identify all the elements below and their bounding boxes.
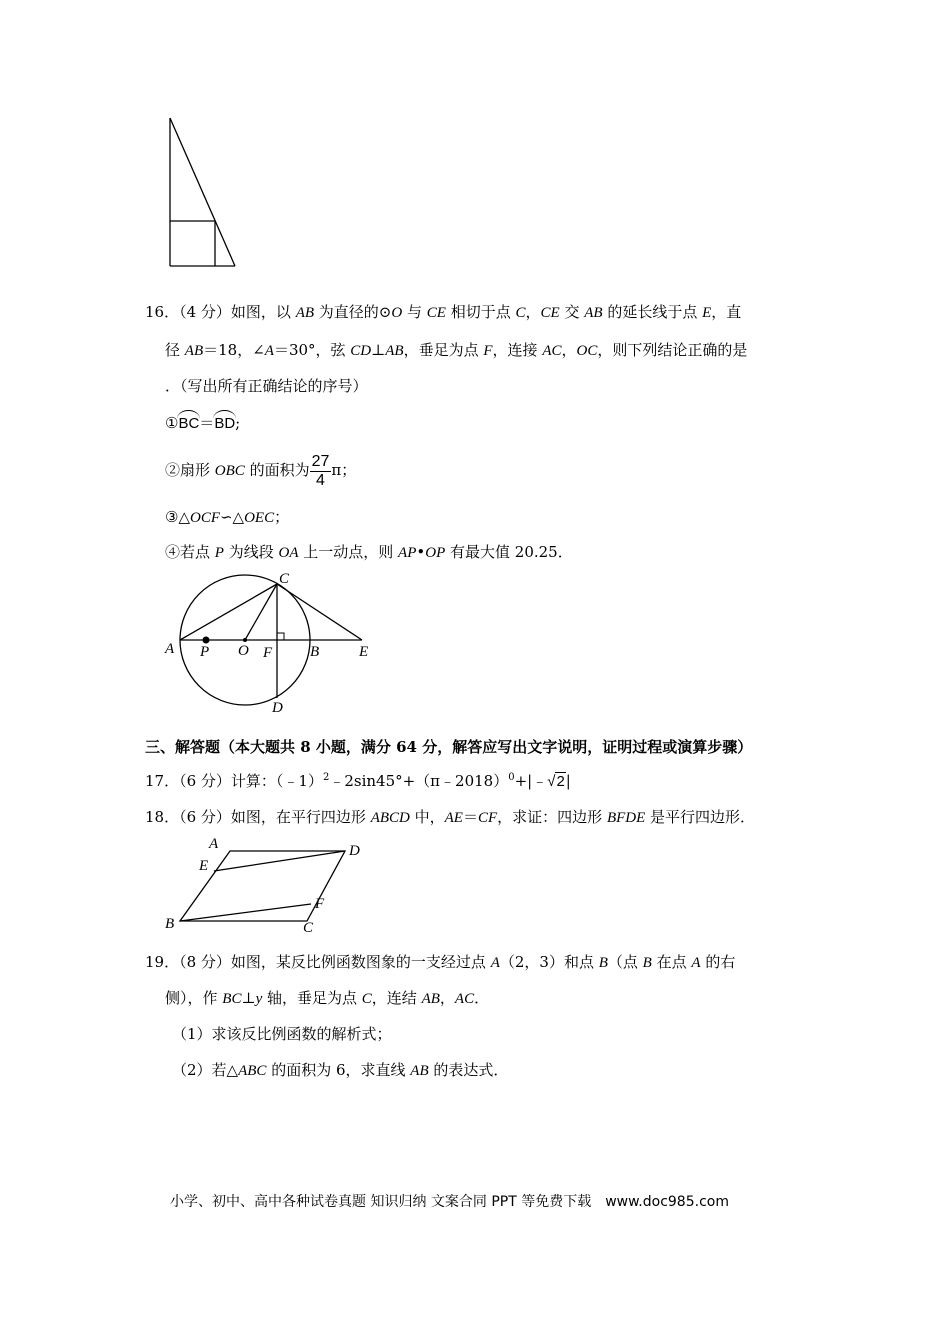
text-run: AP	[398, 545, 417, 561]
q16-option-2: ②扇形 OBC 的面积为 $\frac{27}{4}$ π；	[165, 452, 357, 489]
fig16-label-e: E	[359, 644, 369, 660]
text-run: AC	[542, 343, 562, 359]
text-run: ，直	[711, 303, 742, 321]
text-run: OA	[278, 545, 299, 561]
text-run: 为线段	[223, 543, 279, 561]
text-run: A	[691, 955, 701, 971]
text-run: E	[702, 305, 712, 321]
text-run: 如图，以	[230, 303, 296, 321]
text-run: OP	[425, 545, 446, 561]
text-run: B	[598, 955, 608, 971]
text-run: O	[391, 305, 403, 321]
text-run: 上一动点，则	[298, 543, 399, 561]
text-run: AB	[385, 343, 404, 359]
q19-line2	[165, 988, 489, 1009]
text-run: 有最大值 20.25．	[445, 543, 573, 561]
fig16-label-d: D	[272, 700, 283, 716]
text-run: y	[255, 991, 263, 1007]
text-run: AC	[454, 991, 475, 1007]
text-run: AE	[444, 810, 463, 826]
text-run: 的右	[700, 953, 736, 971]
text-run: A	[490, 955, 500, 971]
fig16-label-p: P	[200, 644, 210, 660]
text-run: OEC	[244, 510, 275, 526]
text-run: CE	[540, 305, 560, 321]
text-run: 中，	[409, 808, 445, 826]
fraction-27-4: $\frac{27}{4}$	[311, 452, 330, 489]
text-run: A	[264, 343, 274, 359]
text-run: ＝18，∠	[203, 341, 265, 359]
text-run: AB	[410, 1063, 429, 1079]
q19-sub2	[172, 1060, 508, 1081]
footer-text: 小学、初中、高中各种试卷真题 知识归纳 文案合同 PPT 等免费下载 www.doc985.com	[170, 1194, 729, 1210]
text-run: 为直径的⊙	[314, 303, 392, 321]
text-run: ＝30°，弦	[273, 341, 351, 359]
sqrt-2: √2	[547, 773, 565, 790]
text-run: CE	[426, 305, 446, 321]
text-run: ，	[525, 303, 541, 321]
text-run: 如图，某反比例函数图象的一支经过点	[230, 953, 491, 971]
text-run: 是平行四边形．	[645, 808, 756, 826]
text-run: ．	[474, 989, 490, 1007]
q16-line1: 16．（4 分）如图，以 AB 为直径的⊙O 与 CE 相切于点 C，CE 交 AB 的延长线于点 E，直	[145, 303, 742, 321]
text-run: 径	[165, 341, 185, 359]
text-run: CD	[350, 343, 372, 359]
text-run: ⊥	[371, 341, 386, 359]
text-run: F	[483, 343, 493, 359]
fig18-label-c: C	[303, 920, 314, 936]
text-run: ③△	[165, 508, 190, 526]
text-run: 如图，在平行四边形	[230, 808, 371, 826]
text-run: 的面积为 6，求直线	[266, 1061, 411, 1079]
arc-bd: BD	[214, 414, 235, 434]
text-run: •	[416, 543, 426, 561]
text-run: C	[361, 991, 372, 1007]
text-run: ，垂足为点	[403, 341, 484, 359]
text-run: 与	[402, 303, 427, 321]
q18-line: 18．（6 分）如图，在平行四边形 ABCD 中，AE＝CF，求证：四边形 BFDE 是平行四边形．	[145, 808, 756, 826]
text-run: ABC	[238, 1063, 267, 1079]
text-run: ，	[439, 989, 455, 1007]
text-run: 在点	[651, 953, 692, 971]
q19-line1: 19．（8 分）如图，某反比例函数图象的一支经过点 A（2，3）和点 B（点 B 在点 A 的右	[145, 953, 736, 971]
q19-sub1: （1）求该反比例函数的解析式；	[172, 1025, 392, 1043]
text-run: P	[214, 545, 224, 561]
fig18-label-a: A	[209, 836, 219, 852]
text-run: AB	[184, 343, 204, 359]
text-run: （点	[607, 953, 643, 971]
fig16-label-c: C	[279, 571, 290, 587]
fig18-label-f: F	[315, 896, 325, 912]
text-run: ，连结	[371, 989, 422, 1007]
text-run: ABCD	[370, 810, 410, 826]
text-run: 相切于点	[445, 303, 516, 321]
text-run: 轴，垂足为点	[262, 989, 362, 1007]
arc-bc: BC	[178, 414, 199, 434]
text-run: ＝	[462, 808, 478, 826]
text-run: AB	[295, 305, 315, 321]
text-run: ；	[274, 508, 290, 526]
q16-line3: ．（写出所有正确结论的序号）	[165, 377, 368, 395]
section-3-heading: 三、解答题（本大题共 8 小题，满分 64 分，解答应写出文字说明，证明过程或演算步骤）	[145, 738, 753, 756]
text-run: （2）若△	[172, 1061, 239, 1079]
text-run: BC	[222, 991, 242, 1007]
text-run: 的表达式．	[428, 1061, 509, 1079]
text-run: 的延长线于点	[602, 303, 703, 321]
text-run: B	[642, 955, 652, 971]
text-run: AB	[584, 305, 603, 321]
text-run: BFDE	[606, 810, 646, 826]
fig18-label-b: B	[165, 916, 175, 932]
text-run: AB	[421, 991, 440, 1007]
fig16-label-f: F	[263, 645, 273, 661]
text-run: OCF	[189, 510, 220, 526]
text-run: ，求证：四边形	[497, 808, 607, 826]
text-run: C	[515, 305, 526, 321]
text-run: CF	[477, 810, 498, 826]
fig16-label-a: A	[165, 641, 175, 657]
q16-option-1: ① BC＝ BD;	[165, 413, 240, 434]
text-run: ，连接	[492, 341, 543, 359]
fig18-label-d: D	[349, 843, 360, 859]
q17-line: 17．（6 分）计算：（﹣1）$^2$﹣2sin45°+（π﹣2018）$^0$+|﹣√2|	[145, 772, 571, 790]
text-run: ④若点	[165, 543, 215, 561]
text-run: OC	[576, 343, 598, 359]
text-run: 交	[559, 303, 585, 321]
text-run: ∽△	[219, 508, 245, 526]
text-run: ，	[561, 341, 577, 359]
text-run: （2，3）和点	[499, 953, 599, 971]
fig16-label-b: B	[310, 644, 320, 660]
text-run: ，则下列结论正确的是	[597, 341, 748, 359]
text-run: 侧），作	[165, 989, 223, 1007]
fig18-label-e: E	[199, 858, 209, 874]
fig16-label-o: O	[238, 643, 249, 659]
text-run: ⊥	[241, 989, 256, 1007]
